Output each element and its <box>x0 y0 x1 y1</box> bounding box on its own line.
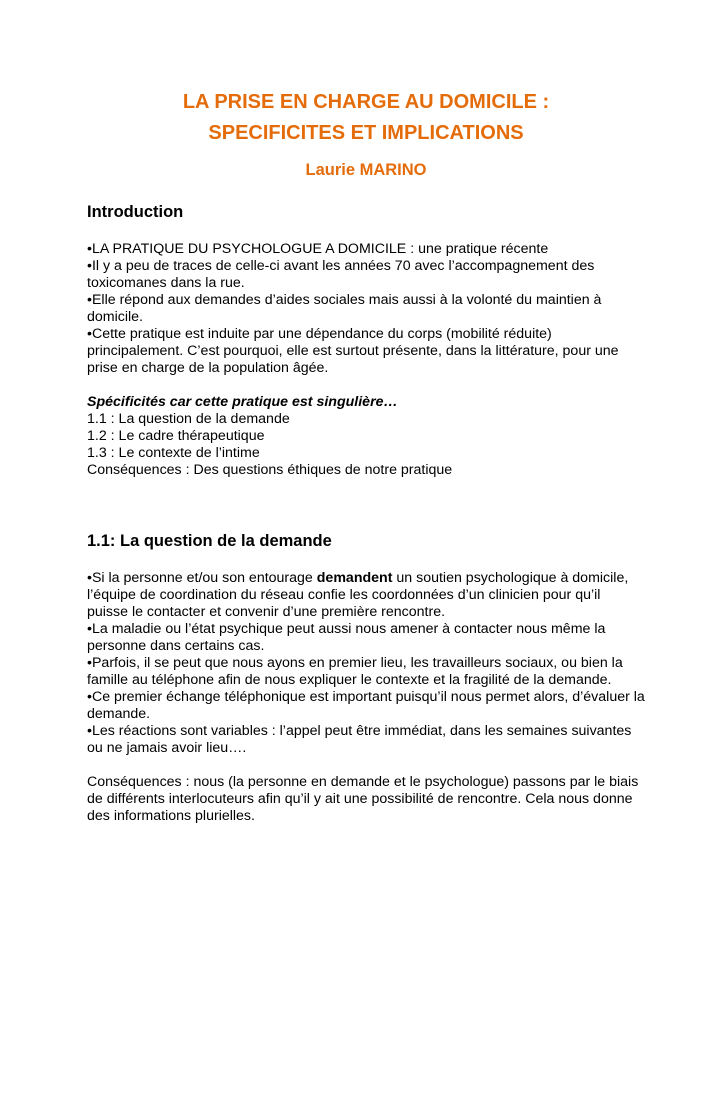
specificity-item: 1.1 : La question de la demande <box>87 411 290 427</box>
document-title <box>87 87 645 149</box>
section-1-1-heading: 1.1: La question de la demande <box>87 532 332 550</box>
introduction-bullet: •Il y a peu de traces de celle-ci avant les années 70 avec l’accompagnement des toxicomanes dans la rue. <box>87 258 595 291</box>
bold-word-demandent: demandent <box>316 570 393 586</box>
document-page <box>0 87 725 1111</box>
introduction-bullet: •Elle répond aux demandes d’aides sociales mais aussi à la volonté du maintien à domicile. <box>87 292 602 325</box>
introduction-bullet-list <box>87 241 645 377</box>
bullet-text: un soutien psychologique à domicile, l’équipe de coordination du réseau confie les coordonnées d’un clinicien pour qu’il puisse le contacter et convenir d’une première rencontre. <box>87 570 629 620</box>
introduction-heading: Introduction <box>87 203 184 221</box>
specificity-item: 1.3 : Le contexte de l’intime <box>87 445 260 461</box>
specificities-title: Spécificités car cette pratique est singulière… <box>87 394 398 410</box>
specificity-item: Conséquences : Des questions éthiques de notre pratique <box>87 462 453 478</box>
section-bullet: •Les réactions sont variables : l’appel peut être immédiat, dans les semaines suivantes ou ne jamais avoir lieu…. <box>87 723 632 756</box>
title-line-2: SPECIFICITES ET IMPLICATIONS <box>208 122 524 144</box>
section-1-1-bullet-list <box>87 570 645 757</box>
title-line-1: LA PRISE EN CHARGE AU DOMICILE : <box>182 91 550 113</box>
introduction-bullet: •LA PRATIQUE DU PSYCHOLOGUE A DOMICILE : une pratique récente <box>87 241 549 257</box>
specificity-item: 1.2 : Le cadre thérapeutique <box>87 428 265 444</box>
author-name: Laurie MARINO <box>305 161 427 179</box>
section-bullet: •La maladie ou l’état psychique peut aussi nous amener à contacter nous même la personne dans certains cas. <box>87 621 606 654</box>
specificities-block <box>87 394 645 479</box>
section-bullet <box>87 570 645 621</box>
section-1-1-conclusion: Conséquences : nous (la personne en demande et le psychologue) passons par le biais de différents interlocuteurs afin qu’il y ait une possibilité de rencontre. Cela nous donne des informations plurielles. <box>87 774 639 824</box>
section-bullet: •Ce premier échange téléphonique est important puisqu’il nous permet alors, d’évaluer la demande. <box>87 689 645 722</box>
introduction-bullet: •Cette pratique est induite par une dépendance du corps (mobilité réduite) principalement. C’est pourquoi, elle est surtout présente, dans la littérature, pour une prise en charge de la population âgée. <box>87 326 619 376</box>
section-bullet: •Parfois, il se peut que nous ayons en premier lieu, les travailleurs sociaux, ou bien la famille au téléphone afin de nous expliquer le contexte et la fragilité de la demande. <box>87 655 623 688</box>
bullet-text: •Si la personne et/ou son entourage <box>87 570 317 586</box>
